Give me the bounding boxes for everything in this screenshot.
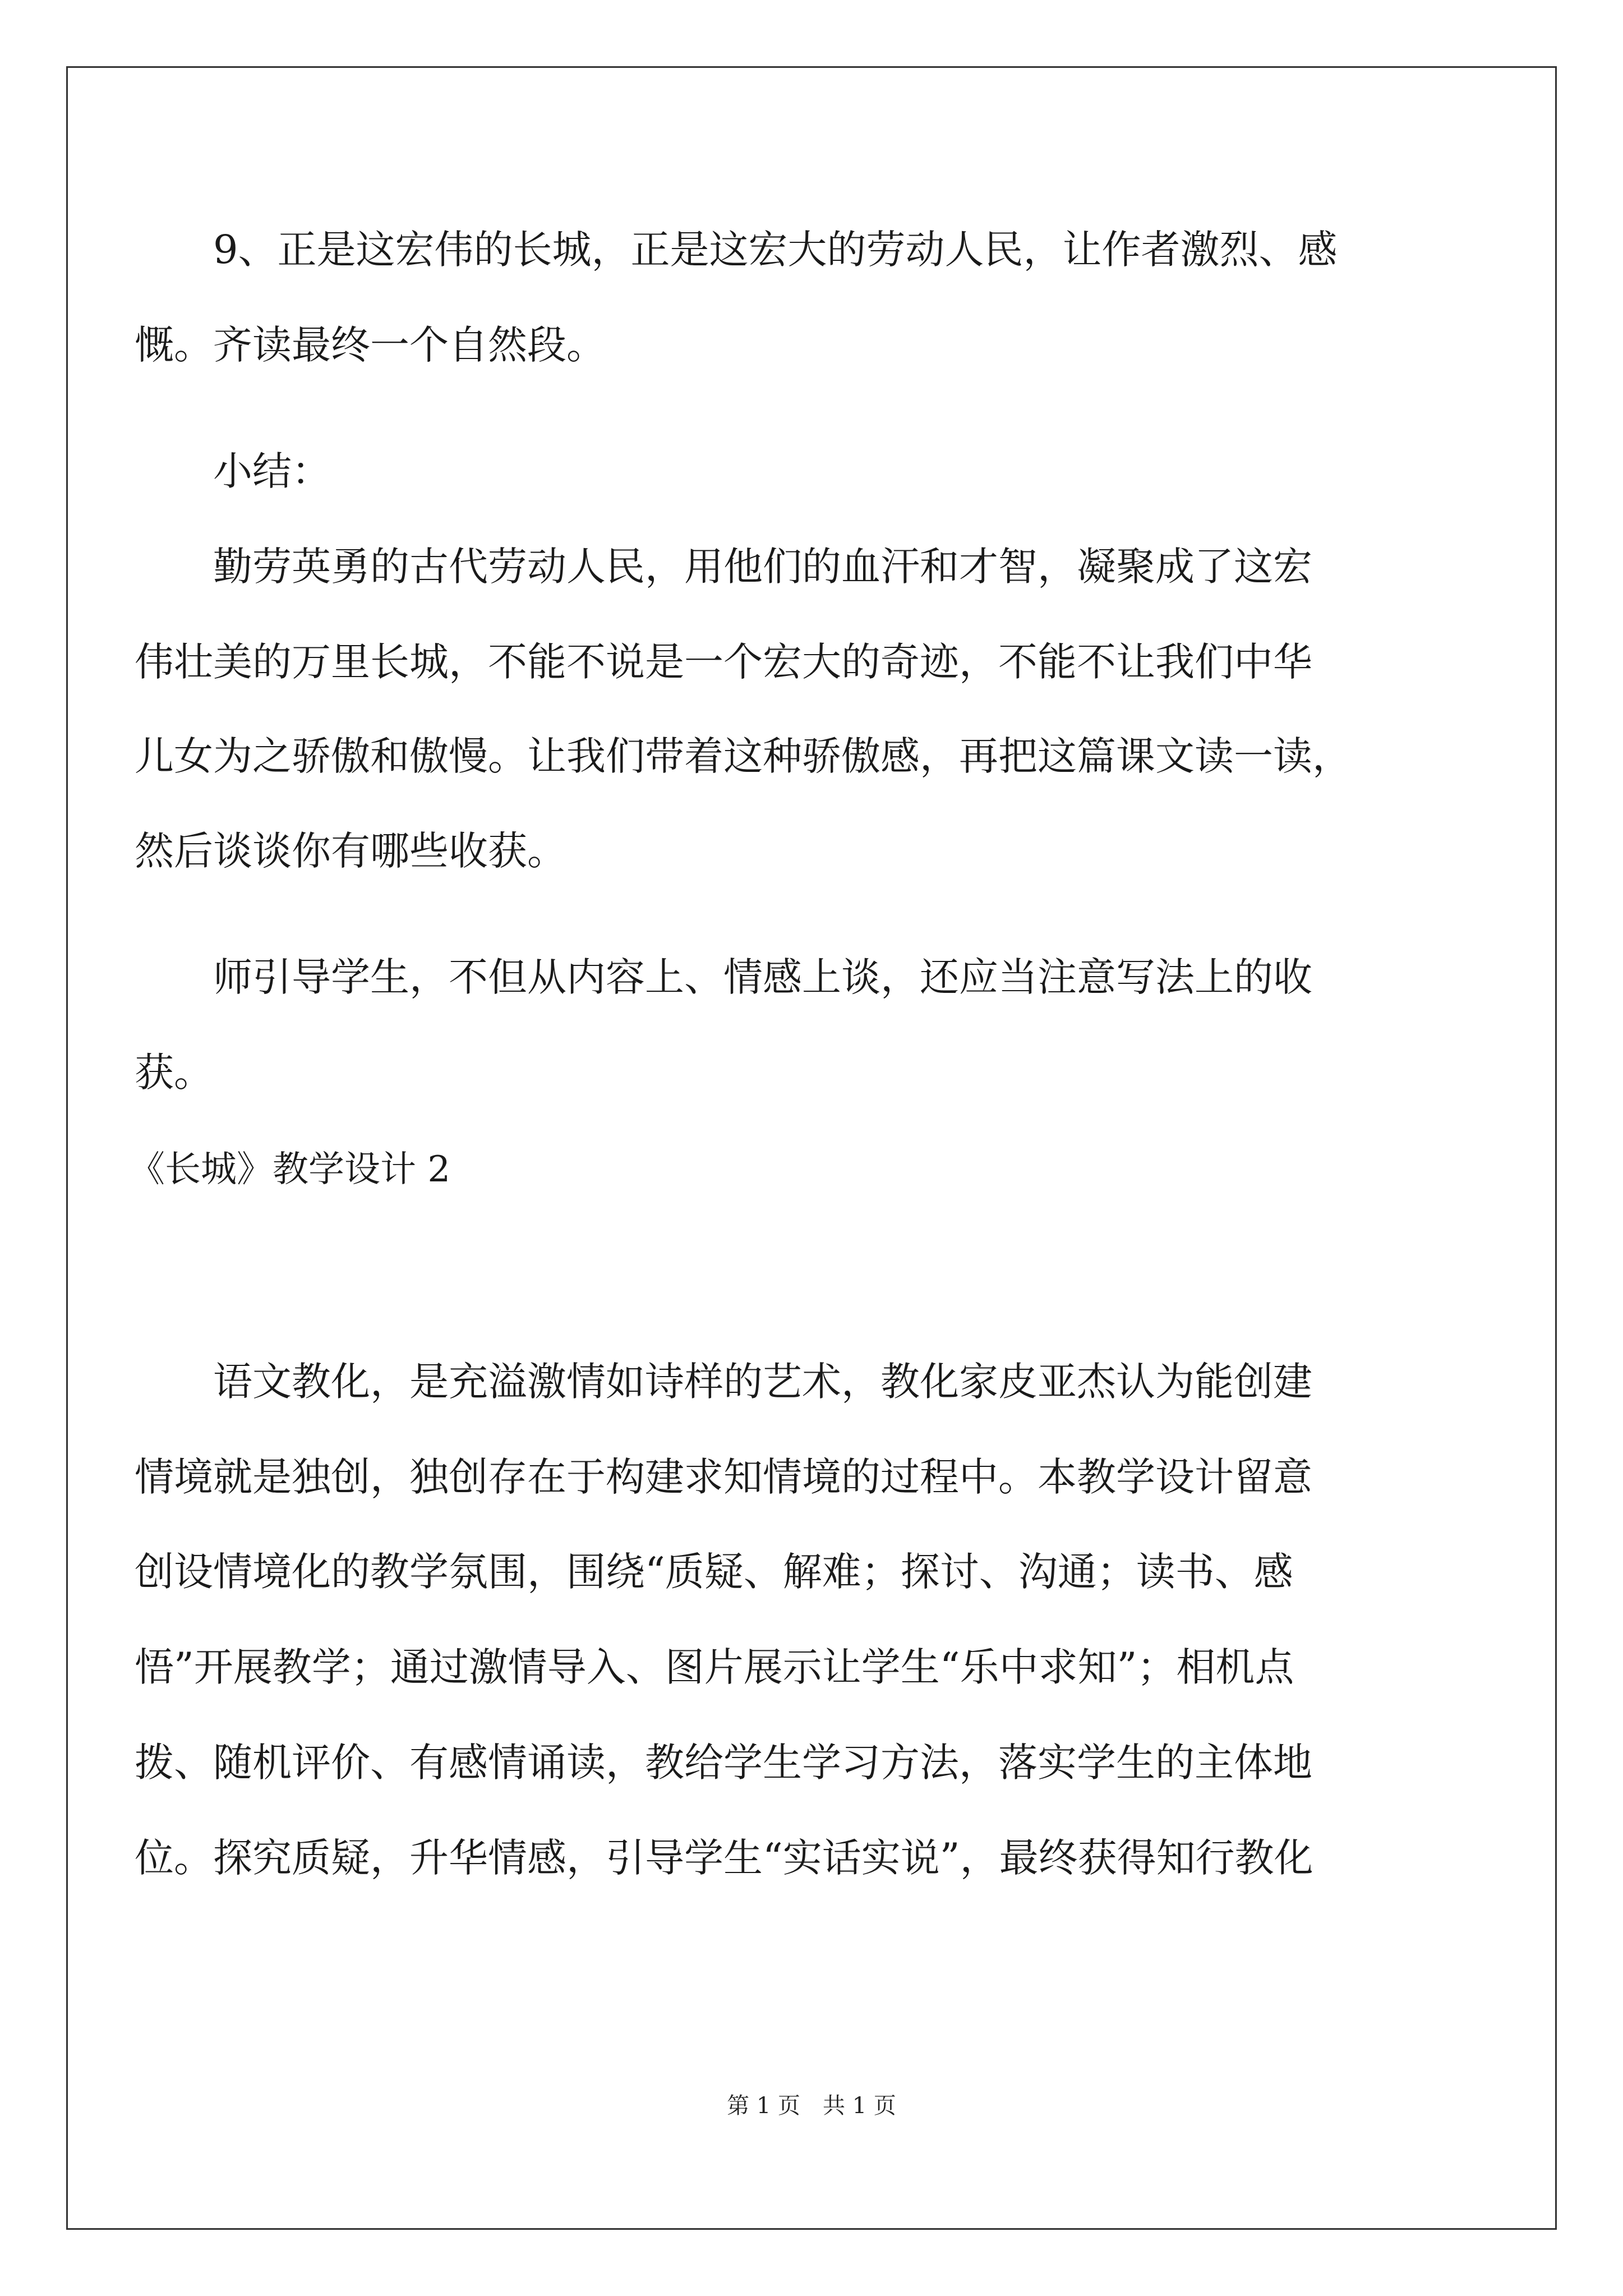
summary-line-2: 伟壮美的万里长城，不能不说是一个宏大的奇迹，不能不让我们中华	[135, 639, 1312, 685]
summary-line-3: 儿女为之骄傲和傲慢。让我们带着这种骄傲感，再把这篇课文读一读，	[135, 733, 1352, 779]
summary-line-4: 然后谈谈你有哪些收获。	[135, 828, 566, 874]
guide-line-1: 师引导学生，不但从内容上、情感上谈，还应当注意写法上的收	[213, 954, 1312, 1000]
page-footer: 第 1 页 共 1 页	[727, 2093, 896, 2119]
guide-line-2: 获。	[135, 1050, 213, 1096]
summary-line-1: 勤劳英勇的古代劳动人民，用他们的血汗和才智，凝聚成了这宏	[213, 544, 1312, 590]
intro-line-1: 语文教化，是充溢激情如诗样的艺术，教化家皮亚杰认为能创建	[213, 1359, 1312, 1405]
intro-line-5: 拨、随机评价、有感情诵读，教给学生学习方法，落实学生的主体地	[135, 1740, 1312, 1786]
intro-line-2: 情境就是独创，独创存在于构建求知情境的过程中。本教学设计留意	[135, 1454, 1312, 1500]
paragraph-9-line-2: 慨。齐读最终一个自然段。	[135, 322, 606, 368]
intro-line-6: 位。探究质疑，升华情感，引导学生“实话实说”，最终获得知行教化	[135, 1835, 1313, 1881]
section-title: 《长城》教学设计 2	[129, 1149, 451, 1190]
intro-line-3: 创设情境化的教学氛围，围绕“质疑、解难；探讨、沟通；读书、感	[135, 1549, 1293, 1595]
intro-line-4: 悟”开展教学；通过激情导入、图片展示让学生“乐中求知”；相机点	[135, 1644, 1294, 1690]
paragraph-9-line-1: 9、正是这宏伟的长城，正是这宏大的劳动人民，让作者激烈、感	[213, 227, 1338, 273]
summary-label: 小结：	[213, 448, 331, 494]
